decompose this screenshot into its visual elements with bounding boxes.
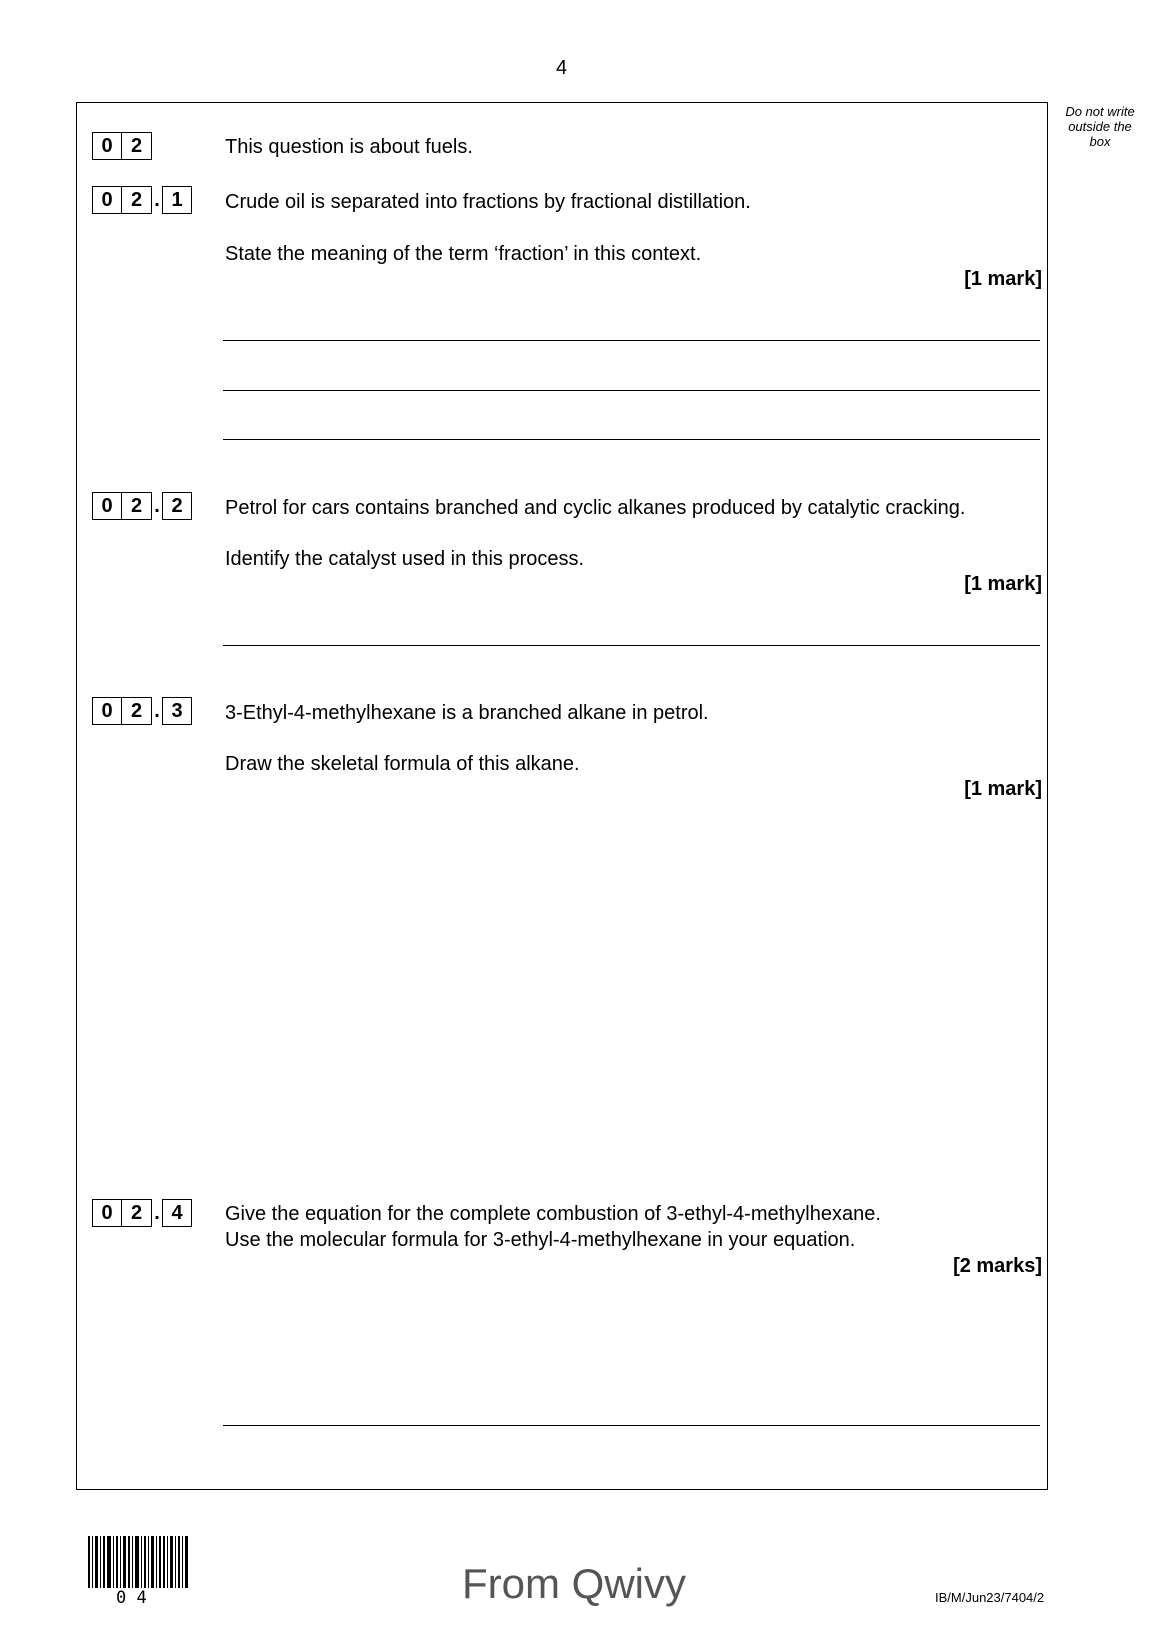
question-instruction: Identify the catalyst used in this process. — [225, 548, 585, 570]
question-instruction: State the meaning of the term ‘fraction’ in this context. — [225, 243, 702, 265]
marks-label: [1 mark] — [964, 573, 1042, 595]
question-text: 3-Ethyl-4-methylhexane is a branched alkane in petrol. — [225, 702, 709, 724]
page-number: 4 — [556, 57, 568, 79]
digit-box: 2 — [122, 492, 152, 520]
margin-note-line: outside the — [1068, 119, 1132, 134]
question-instruction: Draw the skeletal formula of this alkane. — [225, 753, 580, 775]
digit-box: 4 — [162, 1199, 192, 1227]
marks-label: [1 mark] — [964, 268, 1042, 290]
digit-box: 0 — [92, 1199, 122, 1227]
answer-line[interactable] — [223, 340, 1040, 341]
margin-note — [1058, 104, 1142, 149]
question-text: Use the molecular formula for 3-ethyl-4-methylhexane in your equation. — [225, 1229, 856, 1251]
question-text: This question is about fuels. — [225, 136, 473, 158]
marks-label: [2 marks] — [953, 1255, 1042, 1277]
question-number-02-1: 0 2 . 1 — [92, 186, 192, 214]
digit-box: 2 — [122, 132, 152, 160]
digit-box: 2 — [122, 186, 152, 214]
answer-line[interactable] — [223, 439, 1040, 440]
drawing-area[interactable] — [223, 810, 1040, 1170]
watermark: From Qwivy — [462, 1560, 686, 1607]
digit-box: 2 — [122, 697, 152, 725]
question-number-02 — [92, 132, 152, 160]
question-number-02-2: 0 2 . 2 — [92, 492, 192, 520]
digit-box: 0 — [92, 492, 122, 520]
marks-label: [1 mark] — [964, 778, 1042, 800]
digit-box: 2 — [122, 1199, 152, 1227]
question-text: Crude oil is separated into fractions by fractional distillation. — [225, 191, 751, 213]
digit-box: 3 — [162, 697, 192, 725]
question-number-02-3: 0 2 . 3 — [92, 697, 192, 725]
question-text: Give the equation for the complete combustion of 3-ethyl-4-methylhexane. — [225, 1203, 881, 1225]
digit-box: 0 — [92, 186, 122, 214]
question-number-02-4: 0 2 . 4 — [92, 1199, 192, 1227]
margin-note-line: box — [1089, 134, 1111, 149]
digit-box: 2 — [162, 492, 192, 520]
margin-note-line: Do not write — [1065, 104, 1135, 119]
answer-frame — [76, 102, 1048, 1490]
digit-box: 0 — [92, 697, 122, 725]
answer-line[interactable] — [223, 645, 1040, 646]
answer-line[interactable] — [223, 390, 1040, 391]
paper-code: IB/M/Jun23/7404/2 — [935, 1590, 1045, 1605]
digit-box: 0 — [92, 132, 122, 160]
barcode-number: 0 4 — [116, 1588, 147, 1608]
digit-box: 1 — [162, 186, 192, 214]
answer-line[interactable] — [223, 1425, 1040, 1426]
barcode — [88, 1536, 190, 1588]
question-text: Petrol for cars contains branched and cyclic alkanes produced by catalytic cracking. — [225, 497, 966, 519]
